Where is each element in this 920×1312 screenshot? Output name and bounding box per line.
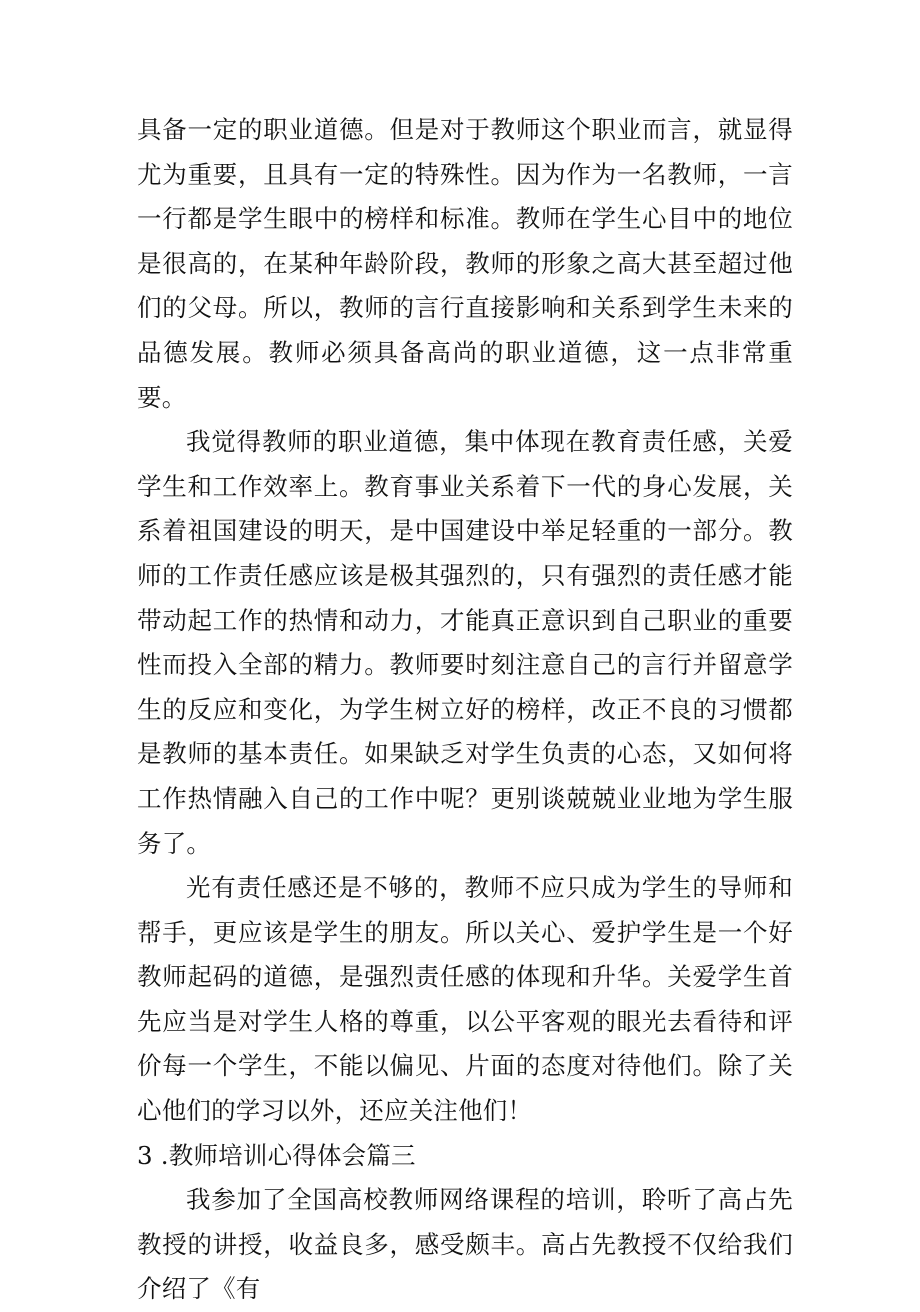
section-heading: 3 .教师培训心得体会篇三	[137, 1140, 416, 1170]
document-body	[137, 108, 793, 1312]
paragraph-2: 我觉得教师的职业道德，集中体现在教育责任感，关爱学生和工作效率上。教育事业关系着下一代的身心发展，关系着祖国建设的明天，是中国建设中举足轻重的一部分。教师的工作责任感应该是极其强烈的，只有强烈的责任感才能带动起工作的热情和动力，才能真正意识到自己职业的重要性而投入全部的精力。教师要时刻注意自己的言行并留意学生的反应和变化，为学生树立好的榜样，改正不良的习惯都是教师的基本责任。如果缺乏对学生负责的心态，又如何将工作热情融入自己的工作中呢？更别谈兢兢业业地为学生服务了。	[137, 427, 793, 858]
paragraph-4: 我参加了全国高校教师网络课程的培训，聆听了高占先教授的讲授，收益良多，感受颇丰。高占先教授不仅给我们介绍了《有	[137, 1185, 793, 1304]
paragraph-3: 光有责任感还是不够的，教师不应只成为学生的导师和帮手，更应该是学生的朋友。所以关心、爱护学生是一个好教师起码的道德，是强烈责任感的体现和升华。关爱学生首先应当是对学生人格的尊重，以公平客观的眼光去看待和评价每一个学生，不能以偏见、片面的态度对待他们。除了关心他们的学习以外，还应关注他们！	[137, 873, 793, 1126]
paragraph-1: 具备一定的职业道德。但是对于教师这个职业而言，就显得尤为重要，且具有一定的特殊性。因为作为一名教师，一言一行都是学生眼中的榜样和标准。教师在学生心目中的地位是很高的，在某种年龄阶段，教师的形象之高大甚至超过他们的父母。所以，教师的言行直接影响和关系到学生未来的品德发展。教师必须具备高尚的职业道德，这一点非常重要。	[137, 115, 793, 412]
